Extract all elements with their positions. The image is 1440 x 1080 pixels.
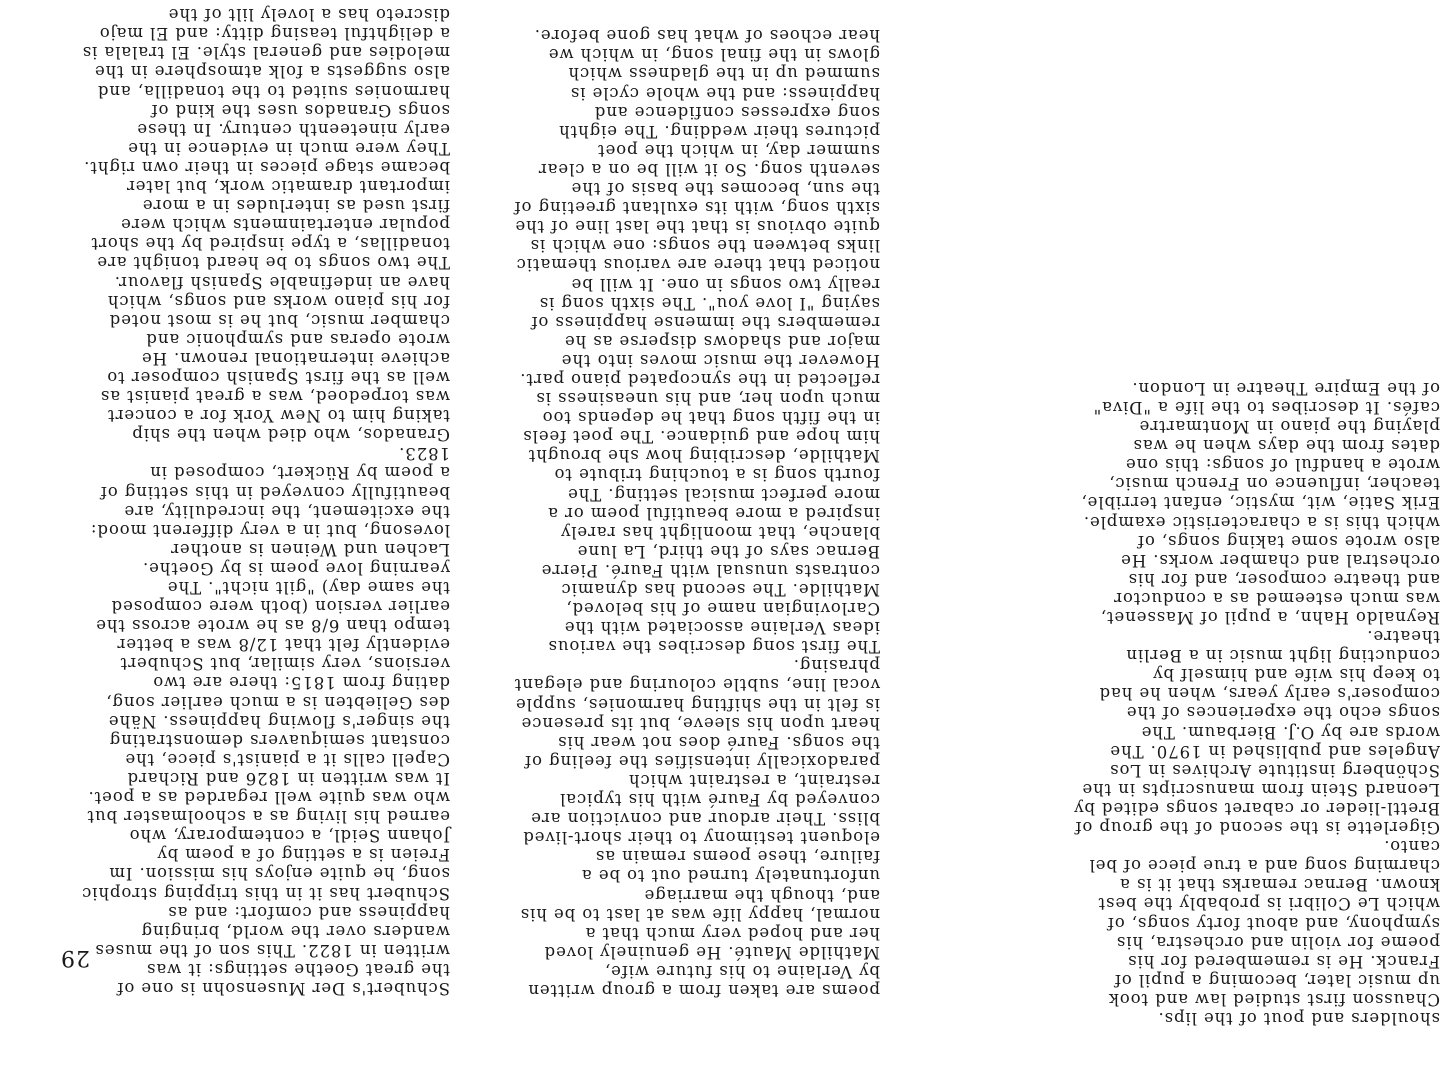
paragraph: Granados, who died when the ship taking him to New York for a concert was torpedoed, was a great pianist as well as the first Spanish composer to achieve international renown. He wrote operas and symphonic and chamber music, but he is most noted for his piano works and songs, which have an indefinable Spanish flavour. The two songs to be heard tonight are tonadillas, a type inspired by the short popular entertainments which were first used as interludes in a more important dramatic work, but later became stage pieces in their own right. They were much in evidence in the early nineteenth century. In these songs Granados uses the kind of harmonies suited to the tonadilla, and also suggests a folk atmosphere in the melodies and general style. El tralala is a delightful teasing ditty: and El majo discreto has a lovely lilt of the [81,5,450,445]
text-column-right [1040,379,1440,1028]
paragraph: The first song describes the various ideas Verlaine associated with the Carlovingian name of his beloved, Mathilde. The second has dynamic contrasts unusual with Fauré. Pierre Bernac says of the third, La lune blanche, that moonlight has rarely inspired a more beautiful poem or a more perfect musical setting. The fourth song is a touching tribute to Mathilde, describing how she brought him hope and guidance. The poet feels in the fifth song that he depends too much upon her, and his uneasiness is reflected in the syncopated piano part. [519,370,880,657]
paragraph: poems are taken from a group written by Verlaine to his future wife, Mathilde Mauté. He genuinely loved her and hoped very much that a normal, happy life was at last to be his and, though the marriage unfortunately turned out to be a failure, these poems remain as eloquent testimony to their short-lived bliss. Their ardour and conviction are conveyed by Fauré with his typical restraint, a restraint which paradoxically intensifies the feeling of the songs. Fauré does not wear his heart upon his sleeve, but its presence is felt in the shifting harmonies, supple vocal line, subtle colouring and elegant phrasing. [513,656,880,1000]
paragraph: Gigerlette is the second of the group of Brettl-lieder or cabaret songs edited by Leonard Stein from manuscripts in the Schönberg institute Archives in Los Angeles and published in 1970. The words are by O.J. Bierbaum. The songs echo the experiences of the composer's early years, when he had to keep his wife and himself by conducting light music in a Berlin theatre. [1073,627,1440,838]
paragraph: However the music moves into the major and shadows disperse as he remembers the immense happiness of saying "I love you". The sixth song is really two songs in one. It will be noticed that there are various thematic links between the songs: one which is quite obvious is that the last line of the sixth song, with its exultant greeting of the sun, becomes the basis of the seventh song. So it will be on a clear summer day, in which the poet pictures their wedding. The eighth song expresses confidence and happiness: and the whole cycle is summed up in the gladness which glows in the final song, in which we hear echoes of what has gone before. [513,26,880,370]
paragraph: Schubert's Der Musensohn is one of the great Goethe settings: it was written in 1822. This son of the muses wanders over the world, bringing happiness and comfort: and as Schubert has it in this tripping strophic song, he quite enjoys his mission. Im Freien is a setting of a poem by Johann Seidl, a contemporary, who earned his living as a schoolmaster but who was quite well regarded as a poet. It was written in 1826 and Richard Capell calls it a pianist's piece, the constant semiquavers demonstrating the singer's flowing happiness. Nähe des Geliebten is a much earlier song, dating from 1815: there are two versions, very similar, but Schubert evidently felt that 12/8 was a better tempo than 6/8 as he wrote across the earlier version (both were composed the same day) "gilt nicht". The yearning love poem is by Goethe. Lachen und Weinen is another lovesong, but in a very different mood: the excitement, the incredulity, are beautifully conveyed in this setting of a poem by Rückert, composed in 1823. [81,444,450,998]
text-column-left [480,26,880,1000]
paragraph: Reynaldo Hahn, a pupil of Massenet, was much esteemed as a conductor and theatre composer, and for his orchestral and chamber works. He also wrote some taking songs, of which this is a characteristic example. [1082,512,1440,628]
paragraph: shoulders and pout of the lips. [1157,1009,1440,1028]
text-column-middle [30,5,450,998]
paragraph: Chausson first studied law and took up music later, becoming a pupil of Franck. He is remembered for his poeme for violin and orchestra, his symphony, and about forty songs, of which Le Colibri is probably the best known. Bernac remarks that it is a charming song and a true piece of bel canto. [1088,837,1440,1009]
paragraph: Erik Satie, wit, mystic, enfant terrible, teacher, influence on French music, wrote a handful of songs: this one dates from the days when he was playing the piano in Montmartre cafés. It describes to the life a "Diva" of the Empire Theatre in London. [1080,378,1440,513]
page-number: 29 [60,945,90,970]
